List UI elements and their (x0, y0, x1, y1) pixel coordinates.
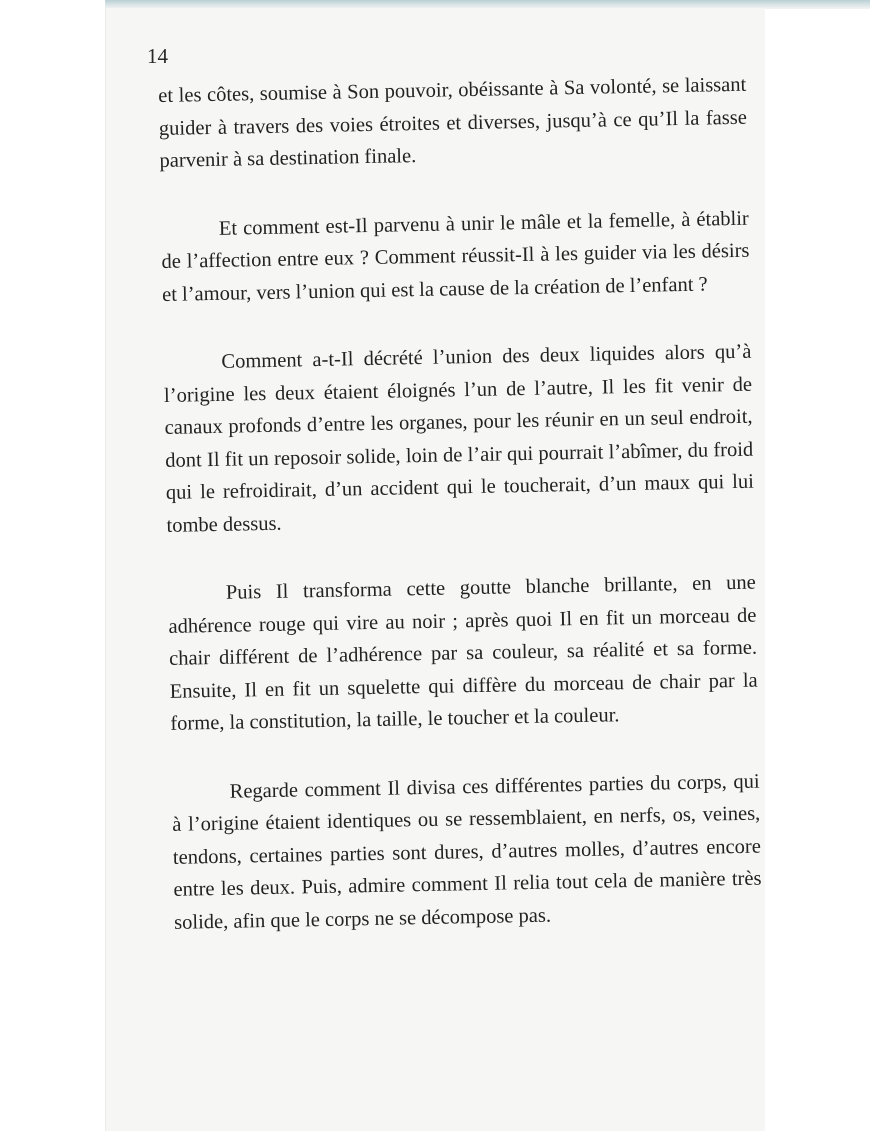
paragraph-4: Puis Il transforma cette goutte blanche brillante, en une adhérence rouge qui vire au noir ; après quoi Il en fit un morceau de chair différent de l’adhérence par sa couleur, sa réalité et sa forme. Ensuite, Il en fit un squelette qui diffère du morceau de chair par la forme, la constitution, la taille, le toucher et la couleur. (168, 571, 758, 735)
page-number: 14 (147, 44, 168, 68)
paragraph-2: Et comment est-Il parvenu à unir le mâle et la femelle, à établir de l’affection entre eux ? Comment réussit-Il à les guider via les désirs et l’amour, vers l’union qui est la cause de la création de l’enfant ? (161, 207, 750, 306)
paragraph-5: Regarde comment Il divisa ces différentes parties du corps, qui à l’origine étaient identiques ou se ressemblaient, en nerfs, os, veines, tendons, certaines parties sont dures, d’autres molles, d’autres encore entre les deux. Puis, admire comment Il relia tout cela de manière très solide, afin que le corps ne se décompose pas. (172, 770, 762, 934)
paragraph-3: Comment a-t-Il décrété l’union des deux liquides alors qu’à l’origine les deux étaient éloignés l’un de l’autre, Il les fit venir de canaux profonds d’entre les organes, pour les réunir en un seul endroit, dont Il fit un reposoir solide, loin de l’air qui pourrait l’abîmer, du froid qui le refroidirait, d’un accident qui le toucherait, d’un maux qui lui tombe dessus. (163, 340, 755, 537)
body-text (158, 69, 763, 975)
paragraph-1: et les côtes, soumise à Son pouvoir, obéissante à Sa volonté, se laissant guider à travers des voies étroites et diverses, jusqu’à ce qu’Il la fasse parvenir à sa destination finale. (158, 73, 748, 172)
